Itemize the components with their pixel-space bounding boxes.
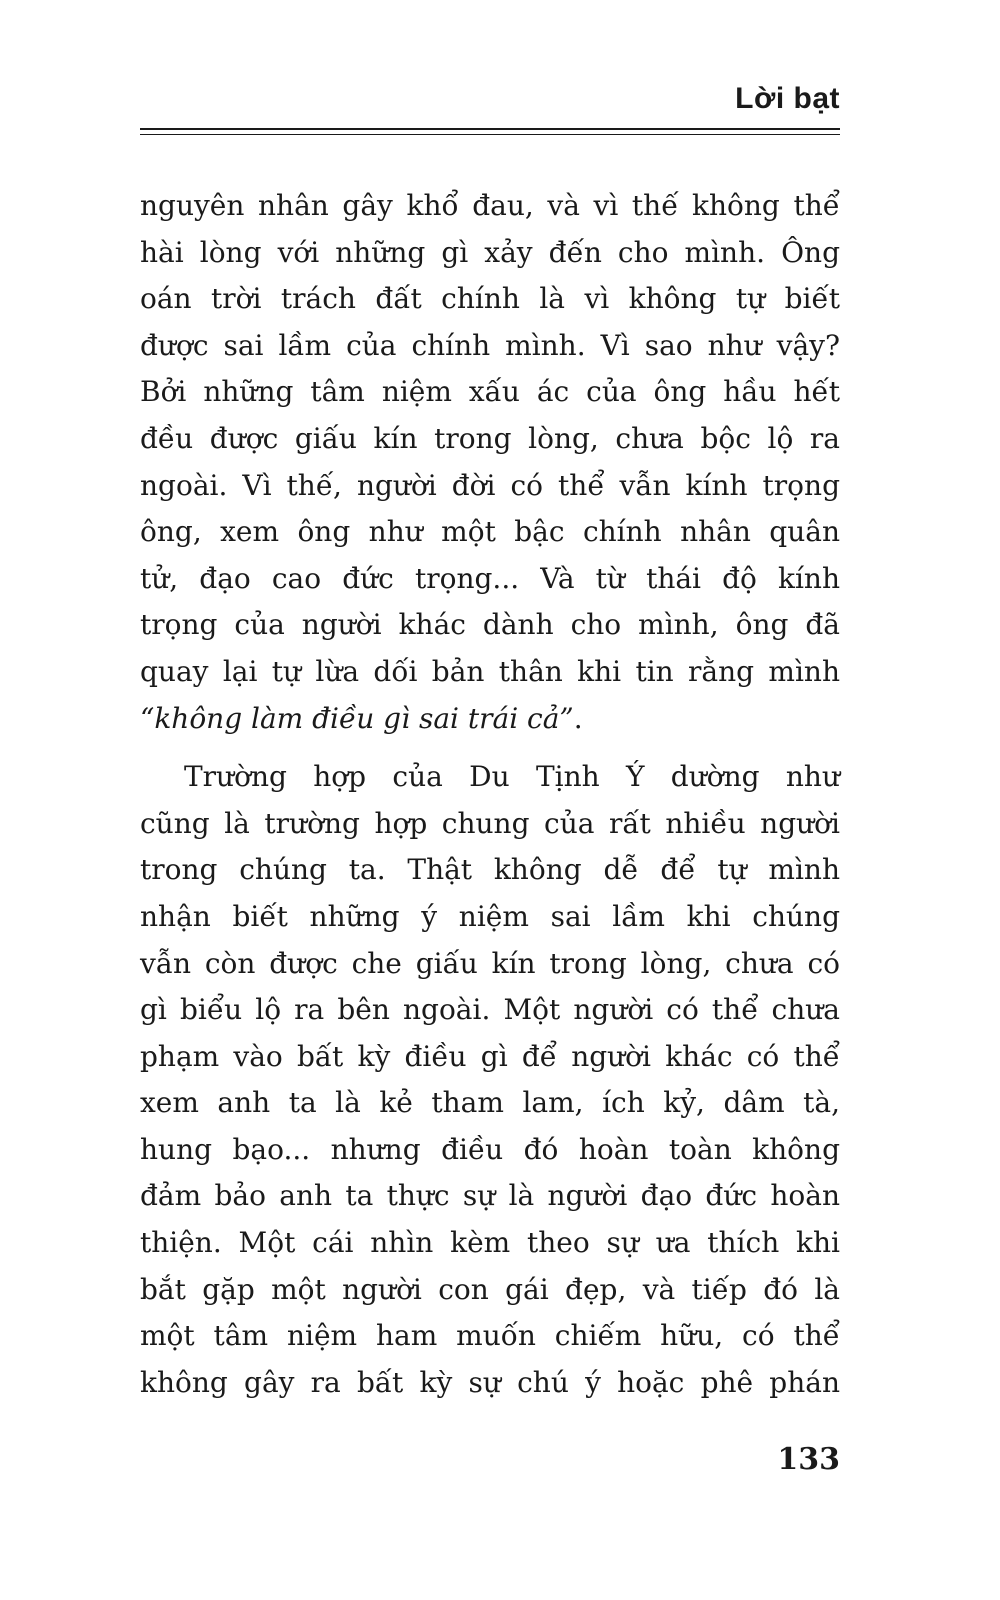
text-line: ông, xem ông như một bậc chính nhân quân [140,515,840,549]
paragraph-1 [140,183,840,742]
page-number: 133 [777,1442,840,1477]
header-rule-thin [140,134,840,135]
running-header-title: Lời bạt [735,82,840,115]
text-line: xem anh ta là kẻ tham lam, ích kỷ, dâm tà, [140,1086,840,1120]
text-line: hung bạo... nhưng điều đó hoàn toàn không [140,1132,840,1166]
text-line: Trường hợp của Du Tịnh Ý dường như [184,760,840,794]
text-line: được sai lầm của chính mình. Vì sao như vậy? [140,328,840,362]
text-line: trọng của người khác dành cho mình, ông đã [140,608,840,642]
body-text [140,183,840,1406]
text-line: tử, đạo cao đức trọng... Và từ thái độ kính [140,561,840,595]
text-line: trong chúng ta. Thật không dễ để tự mình [140,853,840,887]
text-line: hài lòng với những gì xảy đến cho mình. Ông [140,235,840,269]
text-line: Bởi những tâm niệm xấu ác của ông hầu hết [140,375,840,409]
text-line: đảm bảo anh ta thực sự là người đạo đức hoàn [140,1179,840,1213]
text-line: quay lại tự lừa dối bản thân khi tin rằng mình [140,654,840,688]
text-line: nguyên nhân gây khổ đau, và vì thế không thể [140,189,840,222]
text-line: vẫn còn được che giấu kín trong lòng, chưa có [140,946,840,980]
text-line: oán trời trách đất chính là vì không tự biết [140,282,840,316]
italic-quote: “không làm điều gì sai trái cả” [140,701,574,735]
text-line: ngoài. Vì thế, người đời có thể vẫn kính trọng [140,468,840,502]
text-line: cũng là trường hợp chung của rất nhiều người [140,806,840,840]
paragraph-2 [140,754,840,1406]
header-rule [140,128,840,130]
text-line: gì biểu lộ ra bên ngoài. Một người có thể chưa [140,993,840,1027]
text-line: thiện. Một cái nhìn kèm theo sự ưa thích khi [140,1226,840,1260]
text-line-last [140,696,840,743]
text-line: một tâm niệm ham muốn chiếm hữu, có thể [140,1319,840,1353]
text-line: phạm vào bất kỳ điều gì để người khác có thể [140,1039,840,1073]
text-line: nhận biết những ý niệm sai lầm khi chúng [140,899,840,933]
text-line: bắt gặp một người con gái đẹp, và tiếp đó là [140,1272,840,1306]
text-line: không gây ra bất kỳ sự chú ý hoặc phê phán [140,1365,840,1399]
text-line: đều được giấu kín trong lòng, chưa bộc lộ ra [140,421,840,455]
closing-punctuation: . [573,701,583,735]
paragraph-gap [140,742,840,754]
